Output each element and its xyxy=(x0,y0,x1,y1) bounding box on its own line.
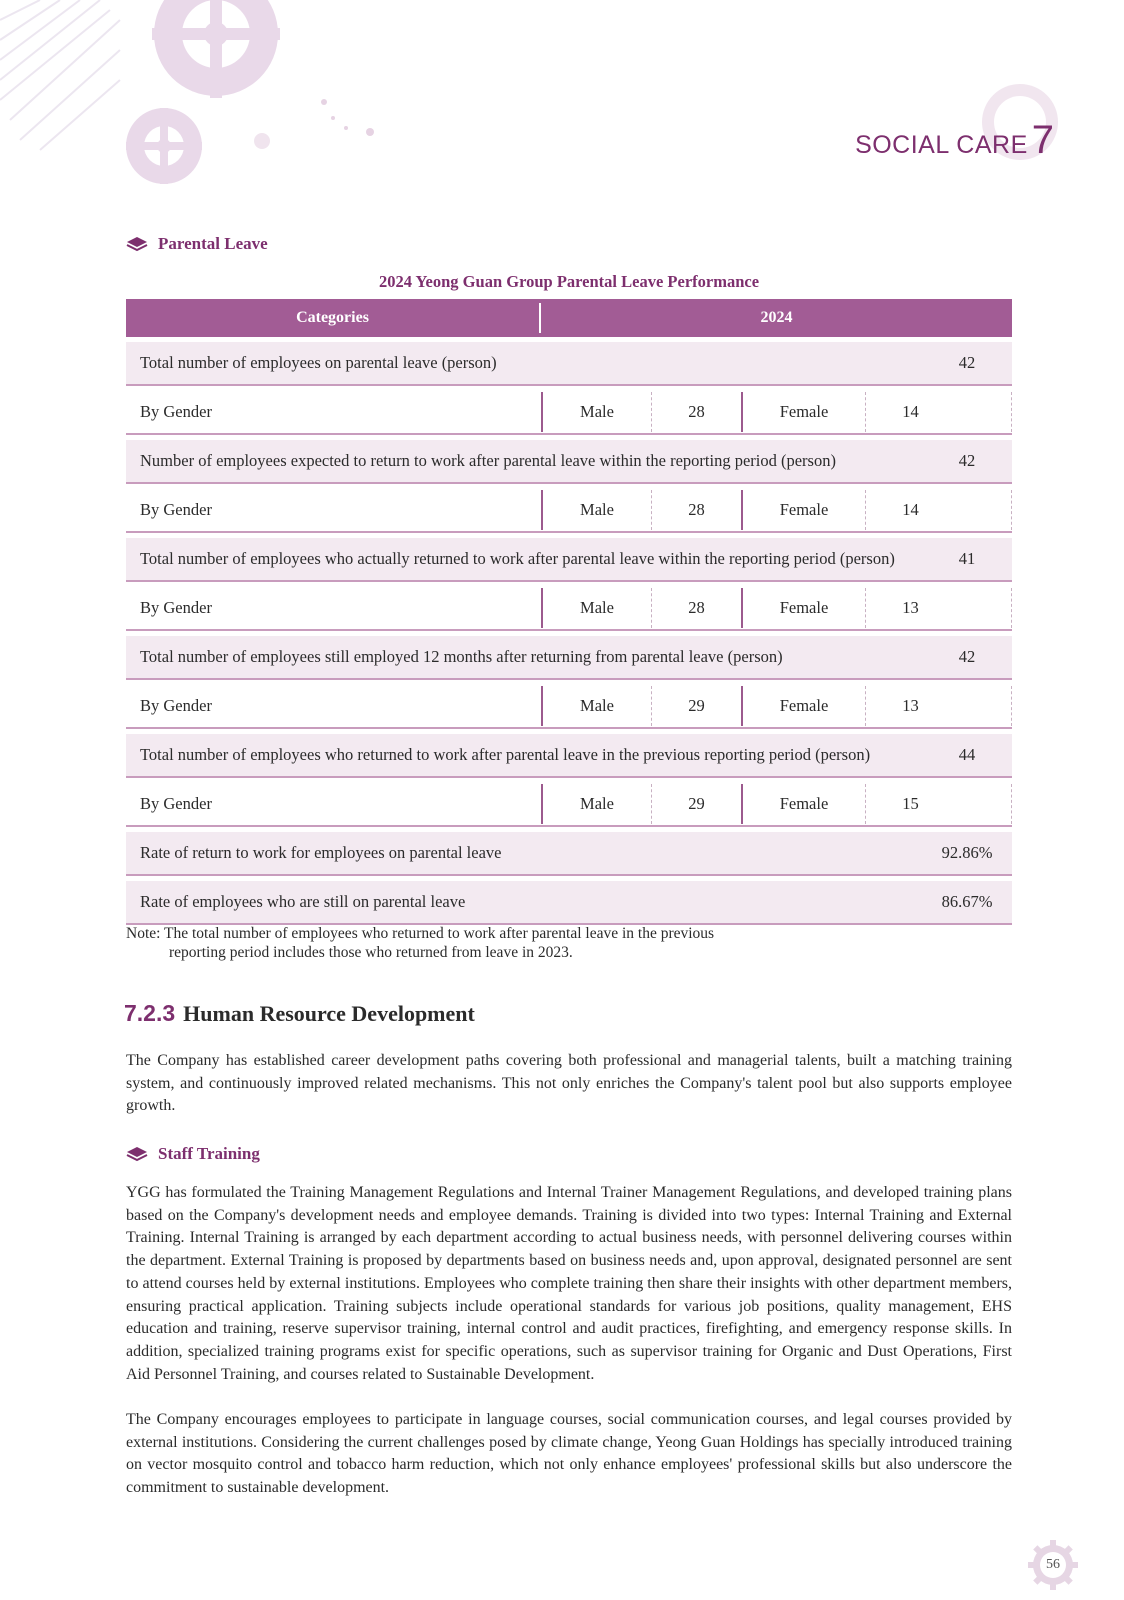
table-row xyxy=(126,342,1012,386)
female-value: 13 xyxy=(865,686,955,726)
training-paragraph-1: YGG has formulated the Training Management Regulations and Internal Trainer Management Regulations, and developed training plans based on the Company's development needs and employee demands. Training is divided into two types: Internal Training and External Training. Internal Training is arranged by each department according to actual business needs, with personnel delivering courses within the department. External Training is proposed by departments based on business needs and, upon approval, designated personnel are sent to attend courses held by external institutions. Employees who complete training then share their insights with other department members, ensuring practical application. Training subjects include operational standards for various job positions, quality management, EHS education and training, reserve supervisor training, internal control and audit practices, firefighting, and emergency response skills. In addition, specialized training programs exist for specific operations, such as supervisor training for Organic and Dust Operations, First Aid Personnel Training, and courses related to Sustainable Development. xyxy=(126,1184,1012,1383)
note-line-2: reporting period includes those who returned from leave in 2023. xyxy=(169,944,573,961)
rate-row xyxy=(126,832,1012,876)
note-line-1: Note: The total number of employees who returned to work after parental leave in the previous xyxy=(126,925,715,942)
gender-label: By Gender xyxy=(140,402,212,421)
table-header xyxy=(126,299,1012,337)
gender-row-end xyxy=(955,588,1012,628)
row-label: Total number of employees still employed 12 months after returning from parental leave (person) xyxy=(140,647,783,666)
header-categories: Categories xyxy=(126,303,541,333)
parental-leave-table xyxy=(126,299,1012,925)
chapter-number: 7 xyxy=(1031,118,1054,162)
row-label: Total number of employees on parental leave (person) xyxy=(140,353,497,372)
rate-value: 92.86% xyxy=(941,843,993,862)
male-label: Male xyxy=(541,588,651,628)
row-label: Total number of employees who actually returned to work after parental leave within the reporting period (person) xyxy=(140,549,895,568)
row-total: 42 xyxy=(958,353,976,372)
gender-row-end xyxy=(955,490,1012,530)
row-total: 44 xyxy=(958,745,976,764)
female-label: Female xyxy=(741,392,865,432)
table-row xyxy=(126,636,1012,680)
gender-row-end xyxy=(955,784,1012,824)
layers-icon xyxy=(126,236,148,252)
female-value: 13 xyxy=(865,588,955,628)
row-total: 41 xyxy=(958,549,976,568)
row-label: Number of employees expected to return to work after parental leave within the reporting period (person) xyxy=(140,451,836,470)
gender-row xyxy=(126,489,1012,533)
gender-row xyxy=(126,685,1012,729)
section-heading xyxy=(124,1000,475,1027)
page-number: 56 xyxy=(1040,1552,1066,1578)
row-total: 42 xyxy=(958,451,976,470)
layers-icon xyxy=(126,1146,148,1162)
staff-training-heading xyxy=(126,1144,260,1164)
chapter-marker xyxy=(855,100,1054,160)
male-label: Male xyxy=(541,490,651,530)
parental-leave-heading xyxy=(126,234,268,254)
row-total: 42 xyxy=(958,647,976,666)
gender-row xyxy=(126,783,1012,827)
rate-label: Rate of return to work for employees on parental leave xyxy=(140,843,502,862)
table-title: 2024 Yeong Guan Group Parental Leave Performance xyxy=(378,272,760,291)
table-row xyxy=(126,538,1012,582)
table-note xyxy=(126,924,826,962)
male-label: Male xyxy=(541,686,651,726)
rate-row xyxy=(126,881,1012,925)
female-label: Female xyxy=(741,588,865,628)
female-label: Female xyxy=(741,784,865,824)
gender-label: By Gender xyxy=(140,500,212,519)
intro-paragraph: The Company has established career development paths covering both professional and managerial talents, built a matching training system, and continuously improved related mechanisms. This not only enriches the Company's talent pool but also supports employee growth. xyxy=(126,1052,1012,1115)
training-paragraph-2: The Company encourages employees to participate in language courses, social communication courses, and legal courses provided by external institutions. Considering the current challenges posed by climate change, Yeong Guan Holdings has specially introduced training on vector mosquito control and tobacco harm reduction, which not only enhance employees' professional skills but also underscore the commitment to sustainable development. xyxy=(126,1411,1012,1497)
chapter-label: SOCIAL CARE xyxy=(855,131,1028,159)
row-label: Total number of employees who returned to work after parental leave in the previous reporting period (person) xyxy=(140,745,871,764)
gender-row xyxy=(126,391,1012,435)
gender-row-end xyxy=(955,392,1012,432)
male-value: 28 xyxy=(651,490,741,530)
male-label: Male xyxy=(541,784,651,824)
gender-row xyxy=(126,587,1012,631)
male-value: 28 xyxy=(651,392,741,432)
parental-leave-heading-text: Parental Leave xyxy=(158,234,268,253)
male-value: 29 xyxy=(651,686,741,726)
section-number: 7.2.3 xyxy=(124,1000,176,1026)
table-row xyxy=(126,440,1012,484)
decorative-gears xyxy=(0,0,420,200)
table-row xyxy=(126,734,1012,778)
gender-row-end xyxy=(955,686,1012,726)
male-value: 28 xyxy=(651,588,741,628)
female-value: 15 xyxy=(865,784,955,824)
gender-label: By Gender xyxy=(140,696,212,715)
section-title: Human Resource Development xyxy=(183,1001,475,1026)
staff-training-heading-text: Staff Training xyxy=(158,1144,260,1163)
female-label: Female xyxy=(741,686,865,726)
male-value: 29 xyxy=(651,784,741,824)
male-label: Male xyxy=(541,392,651,432)
female-label: Female xyxy=(741,490,865,530)
header-year: 2024 xyxy=(760,309,793,326)
gender-label: By Gender xyxy=(140,794,212,813)
rate-value: 86.67% xyxy=(941,892,993,911)
gender-label: By Gender xyxy=(140,598,212,617)
female-value: 14 xyxy=(865,392,955,432)
female-value: 14 xyxy=(865,490,955,530)
rate-label: Rate of employees who are still on parental leave xyxy=(140,892,466,911)
